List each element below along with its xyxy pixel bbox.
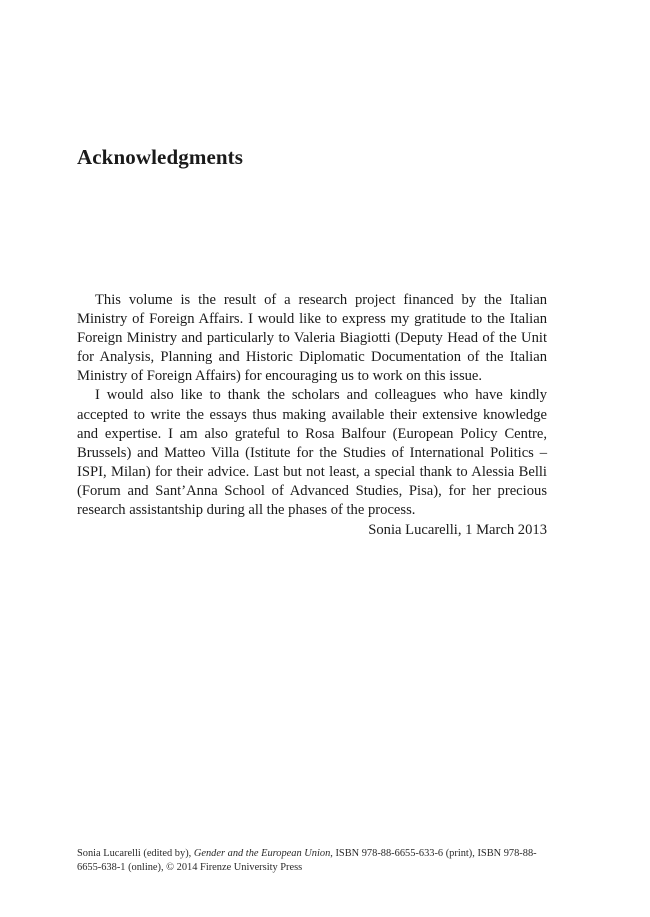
- paragraph-1: This volume is the result of a research project financed by the Italian Ministry of Foreign Affairs. I would like to express my gratitude to the Italian Foreign Ministry and particularly to Valeria Biagiotti (Deputy Head of the Unit for Analysis, Planning and Historic Diplomatic Documentation of the Italian Ministry of Foreign Affairs) for encouraging us to work on this issue.: [77, 292, 547, 385]
- acknowledgments-body: [77, 291, 547, 520]
- footer-book-title: Gender and the European Union: [193, 848, 331, 859]
- footer-prefix: Sonia Lucarelli (edited by),: [77, 848, 194, 859]
- page-title: Acknowledgments: [77, 145, 244, 169]
- citation-footer: [77, 847, 552, 875]
- signature-line: Sonia Lucarelli, 1 March 2013: [368, 522, 547, 538]
- footer-suffix: , ISBN 978-88-6655-633-6 (print), ISBN 978-88-6655-638-1 (online), © 2014 Firenze University Press: [77, 848, 537, 873]
- paragraph-2: I would also like to thank the scholars and colleagues who have kindly accepted to write the essays thus making available their extensive knowledge and expertise. I am also grateful to Rosa Balfour (European Policy Centre, Brussels) and Matteo Villa (Istitute for the Studies of International Politics – ISPI, Milan) for their advice. Last but not least, a special thank to Alessia Belli (Forum and Sant’Anna School of Advanced Studies, Pisa), for her precious research assistantship during all the phases of the process.: [77, 387, 547, 519]
